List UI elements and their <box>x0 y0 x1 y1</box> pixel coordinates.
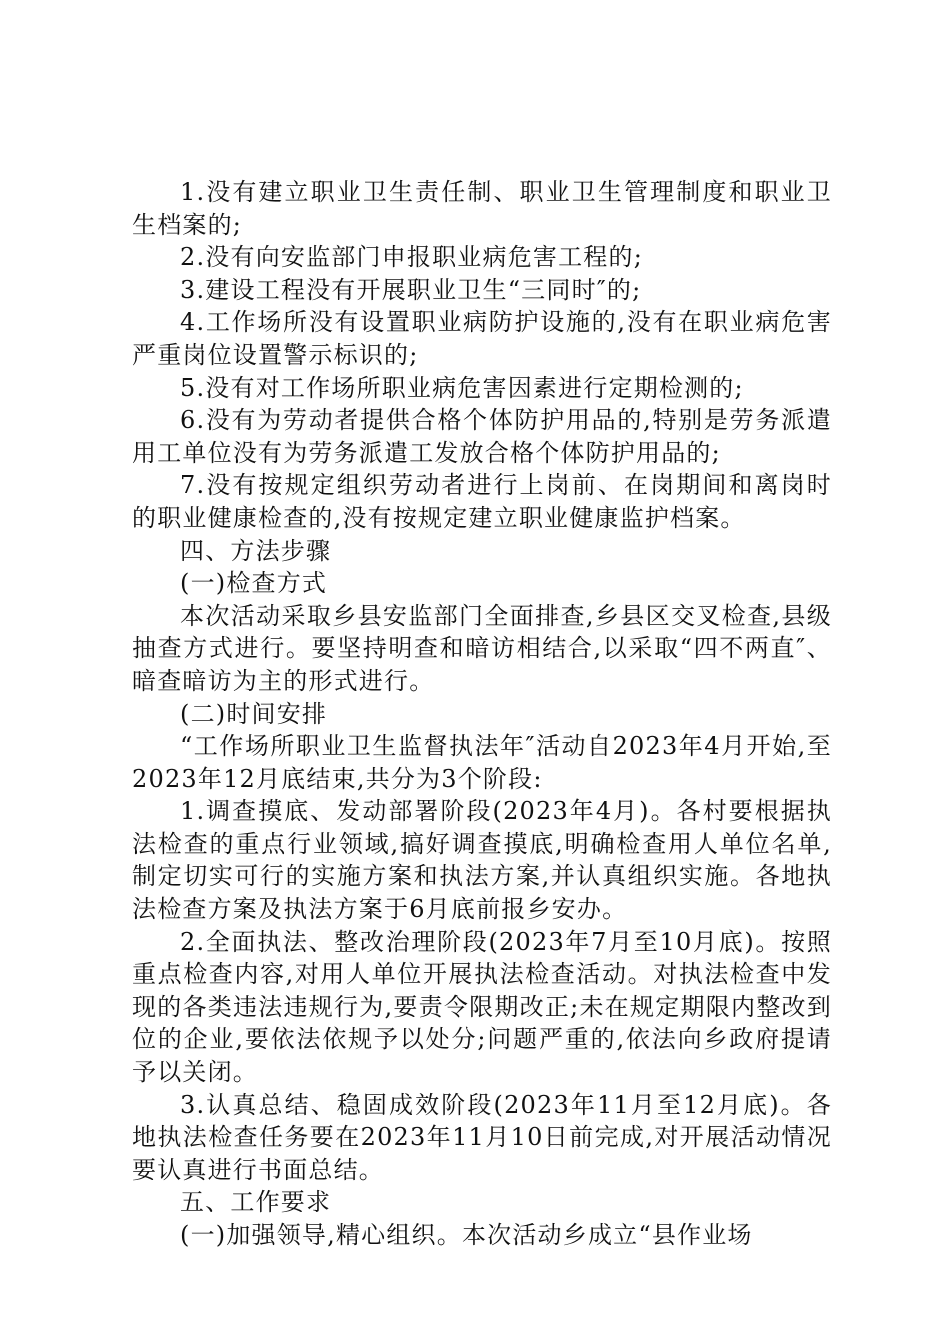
section-heading-methods: 四、方法步骤 <box>180 536 332 565</box>
paragraph-stage-1: 1.调查摸底、发动部署阶段(2023年4月)。各村要根据执法检查的重点行业领域,搞好调查摸底,明确检查用人单位名单,制定切实可行的实施方案和执法方案,并认真组织实施。各地执法检查方案及执法方案于6月底前报乡安办。 <box>132 797 832 924</box>
subheading-inspection-method: (一)检查方式 <box>180 569 328 598</box>
section-heading-requirements: 五、工作要求 <box>180 1188 332 1217</box>
list-item-7: 7.没有按规定组织劳动者进行上岗前、在岗期间和离岗时的职业健康检查的,没有按规定建立职业健康监护档案。 <box>132 471 832 532</box>
paragraph-inspection-method: 本次活动采取乡县安监部门全面排查,乡县区交叉检查,县级抽查方式进行。要坚持明查和暗访相结合,以采取“四不两直″、暗查暗访为主的形式进行。 <box>132 601 832 695</box>
list-item-3: 3.建设工程没有开展职业卫生“三同时″的; <box>180 275 642 304</box>
paragraph-stage-2: 2.全面执法、整改治理阶段(2023年7月至10月底)。按照重点检查内容,对用人单位开展执法检查活动。对执法检查中发现的各类违法违规行为,要责令限期改正;未在规定期限内整改到位的企业,要依法依规予以处分;问题严重的,依法向乡政府提请予以关闭。 <box>132 927 832 1087</box>
list-item-4: 4.工作场所没有设置职业病防护设施的,没有在职业病危害严重岗位设置警示标识的; <box>132 308 832 369</box>
paragraph-requirement-1: (一)加强领导,精心组织。本次活动乡成立“县作业场 <box>180 1221 753 1249</box>
list-item-1: 1.没有建立职业卫生责任制、职业卫生管理制度和职业卫生档案的; <box>132 178 832 239</box>
list-item-5: 5.没有对工作场所职业病危害因素进行定期检测的; <box>180 373 744 402</box>
document-body <box>132 176 832 1252</box>
paragraph-stage-3: 3.认真总结、稳固成效阶段(2023年11月至12月底)。各地执法检查任务要在2023年11月10日前完成,对开展活动情况要认真进行书面总结。 <box>132 1090 832 1184</box>
paragraph-schedule: “工作场所职业卫生监督执法年″活动自2023年4月开始,至2023年12月底结束,共分为3个阶段: <box>132 732 832 793</box>
subheading-schedule: (二)时间安排 <box>180 699 328 728</box>
list-item-6: 6.没有为劳动者提供合格个体防护用品的,特别是劳务派遣用工单位没有为劳务派遣工发放合格个体防护用品的; <box>132 406 832 467</box>
list-item-2: 2.没有向安监部门申报职业病危害工程的; <box>180 243 643 272</box>
